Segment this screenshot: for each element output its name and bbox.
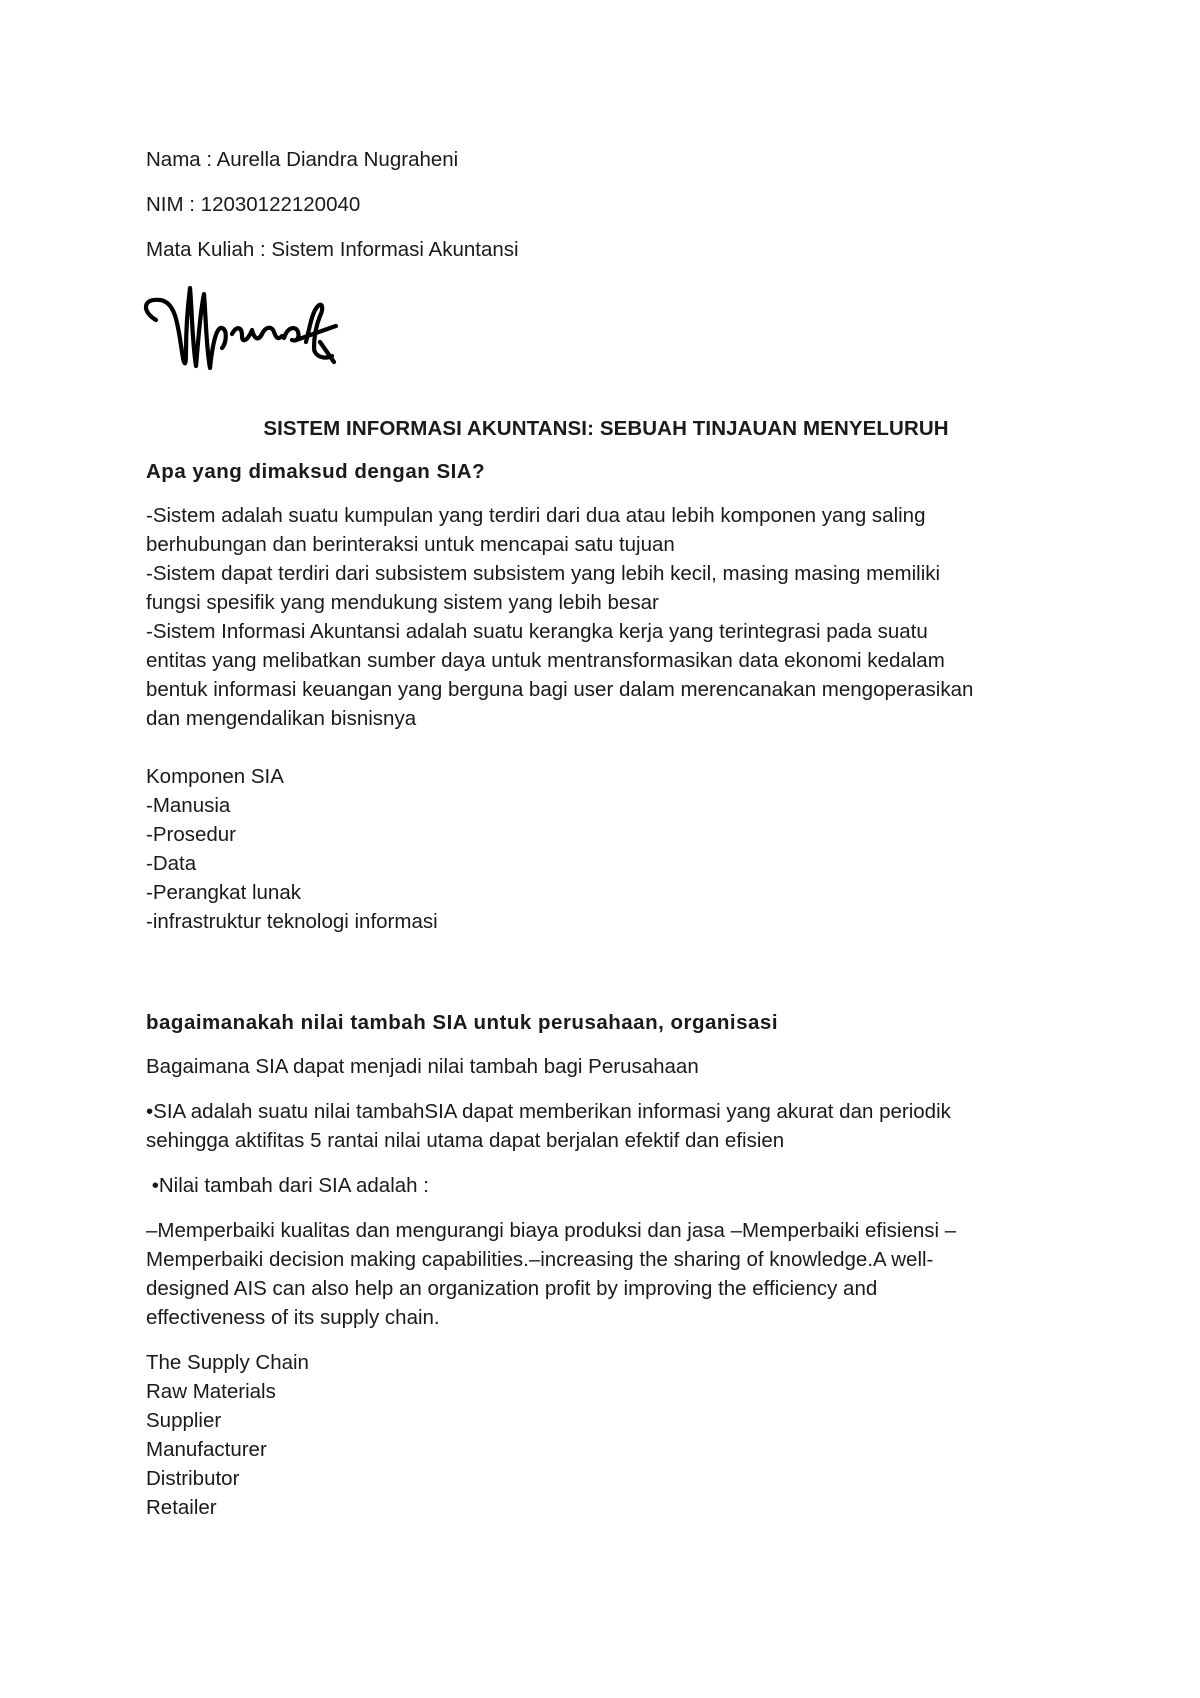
list-item: Distributor	[146, 1467, 240, 1490]
section2-intro: Bagaimana SIA dapat menjadi nilai tambah bagi Perusahaan	[146, 1055, 699, 1078]
spacer	[146, 936, 1066, 1008]
list-item: -Perangkat lunak	[146, 881, 301, 904]
paragraph-line: dan mengendalikan bisnisnya	[146, 707, 417, 730]
list-item: -Data	[146, 852, 197, 875]
paragraph-line: bentuk informasi keuangan yang berguna bagi user dalam merencanakan mengoperasikan	[146, 678, 974, 701]
paragraph-line: -Sistem dapat terdiri dari subsistem subsistem yang lebih kecil, masing masing memiliki	[146, 562, 941, 585]
list-item: -Prosedur	[146, 823, 237, 846]
list-item: The Supply Chain	[146, 1351, 309, 1374]
paragraph-line: entitas yang melibatkan sumber daya untuk mentransformasikan data ekonomi kedalam	[146, 649, 945, 672]
section2-heading: bagaimanakah nilai tambah SIA untuk perusahaan, organisasi	[146, 1011, 779, 1034]
document-title: SISTEM INFORMASI AKUNTANSI: SEBUAH TINJAUAN MENYELURUH	[263, 417, 949, 440]
handwritten-signature	[138, 282, 338, 380]
list-item: Manufacturer	[146, 1438, 267, 1461]
paragraph-line: •SIA adalah suatu nilai tambahSIA dapat memberikan informasi yang akurat dan periodik	[146, 1100, 951, 1123]
section1-paragraph	[146, 501, 1066, 733]
paragraph-line: –Memperbaiki kualitas dan mengurangi biaya produksi dan jasa –Memperbaiki efisiensi –	[146, 1219, 957, 1242]
section1-heading: Apa yang dimaksud dengan SIA?	[146, 460, 486, 483]
paragraph-line: sehingga aktifitas 5 rantai nilai utama dapat berjalan efektif dan efisien	[146, 1129, 785, 1152]
list-item: Supplier	[146, 1409, 222, 1432]
paragraph-line: berhubungan dan berinteraksi untuk mencapai satu tujuan	[146, 533, 675, 556]
supply-chain-list	[146, 1348, 1066, 1522]
student-nim: NIM : 12030122120040	[146, 193, 361, 216]
list-item: -infrastruktur teknologi informasi	[146, 910, 438, 933]
paragraph-line: effectiveness of its supply chain.	[146, 1306, 440, 1329]
section2-paragraph2	[146, 1216, 1066, 1332]
paragraph-line: fungsi spesifik yang mendukung sistem yang lebih besar	[146, 591, 659, 614]
list-item: Retailer	[146, 1496, 217, 1519]
komponen-list	[146, 762, 1066, 936]
paragraph-line: designed AIS can also help an organization profit by improving the efficiency and	[146, 1277, 878, 1300]
nilai-tambah-label: •Nilai tambah dari SIA adalah :	[146, 1174, 429, 1197]
document-content	[146, 145, 1066, 1522]
section2-paragraph1	[146, 1097, 1066, 1155]
paragraph-line: Memperbaiki decision making capabilities.–increasing the sharing of knowledge.A well-	[146, 1248, 934, 1271]
paragraph-line: -Sistem Informasi Akuntansi adalah suatu kerangka kerja yang terintegrasi pada suatu	[146, 620, 928, 643]
list-item: Raw Materials	[146, 1380, 276, 1403]
list-item: -Manusia	[146, 794, 231, 817]
paragraph-line: -Sistem adalah suatu kumpulan yang terdiri dari dua atau lebih komponen yang saling	[146, 504, 926, 527]
student-name: Nama : Aurella Diandra Nugraheni	[146, 148, 459, 171]
komponen-title: Komponen SIA	[146, 765, 284, 788]
course-name: Mata Kuliah : Sistem Informasi Akuntansi	[146, 238, 519, 261]
